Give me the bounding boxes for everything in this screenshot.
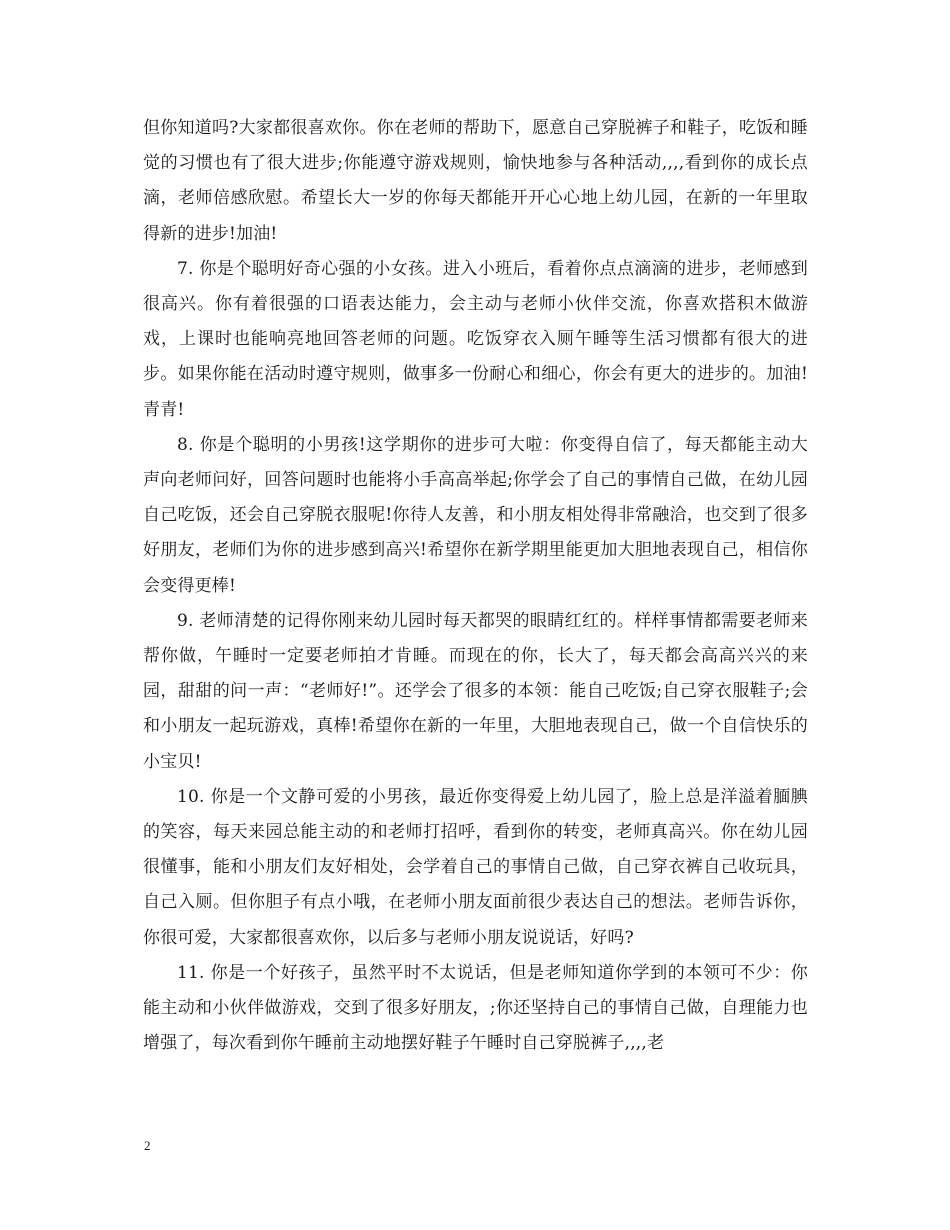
- page-number: 2: [144, 1138, 151, 1153]
- paragraph-item-9: 9. 老师清楚的记得你刚来幼儿园时每天都哭的眼睛红红的。样样事情都需要老师来帮你做，午睡时一定要老师拍才肯睡。而现在的你，长大了，每天都会高高兴兴的来园，甜甜的问一声：“老师好!”。还学会了很多的本领：能自己吃饭;自己穿衣服鞋子;会和小朋友一起玩游戏，真棒!希望你在新的一年里，大胆地表现自己，做一个自信快乐的小宝贝!: [143, 610, 808, 772]
- paragraph-item-8: 8. 你是个聪明的小男孩!这学期你的进步可大啦：你变得自信了，每天都能主动大声向老师问好，回答问题时也能将小手高高举起;你学会了自己的事情自己做，在幼儿园自己吃饭，还会自己穿脱衣服呢!你待人友善，和小朋友相处得非常融洽，也交到了很多好朋友，老师们为你的进步感到高兴!希望你在新学期里能更加大胆地表现自己，相信你会变得更棒!: [143, 434, 808, 596]
- paragraph-item-10: 10. 你是一个文静可爱的小男孩，最近你变得爱上幼儿园了，脸上总是洋溢着腼腆的笑容，每天来园总能主动的和老师打招呼，看到你的转变，老师真高兴。你在幼儿园很懂事，能和小朋友们友好相处，会学着自己的事情自己做，自己穿衣裤自己收玩具，自己入厕。但你胆子有点小哦，在老师小朋友面前很少表达自己的想法。老师告诉你，你很可爱，大家都很喜欢你，以后多与老师小朋友说说话，好吗?: [143, 786, 808, 948]
- paragraph-continued: 但你知道吗?大家都很喜欢你。你在老师的帮助下，愿意自己穿脱裤子和鞋子，吃饭和睡觉的习惯也有了很大进步;你能遵守游戏规则，愉快地参与各种活动,,,,看到你的成长点滴，老师倍感欣慰。希望长大一岁的你每天都能开开心心地上幼儿园，在新的一年里取得新的进步!加油!: [143, 118, 808, 244]
- paragraph-item-11: 11. 你是一个好孩子，虽然平时不太说话，但是老师知道你学到的本领可不少：你能主动和小伙伴做游戏，交到了很多好朋友，;你还坚持自己的事情自己做，自理能力也增强了，每次看到你午睡前主动地摆好鞋子午睡时自己穿脱裤子,,,,老: [143, 962, 808, 1054]
- paragraph-item-7: 7. 你是个聪明好奇心强的小女孩。进入小班后，看着你点点滴滴的进步，老师感到很高兴。你有着很强的口语表达能力，会主动与老师小伙伴交流，你喜欢搭积木做游戏，上课时也能响亮地回答老师的问题。吃饭穿衣入厕午睡等生活习惯都有很大的进步。如果你能在活动时遵守规则，做事多一份耐心和细心，你会有更大的进步的。加油!青青!: [143, 258, 808, 420]
- page-body: [143, 111, 808, 1061]
